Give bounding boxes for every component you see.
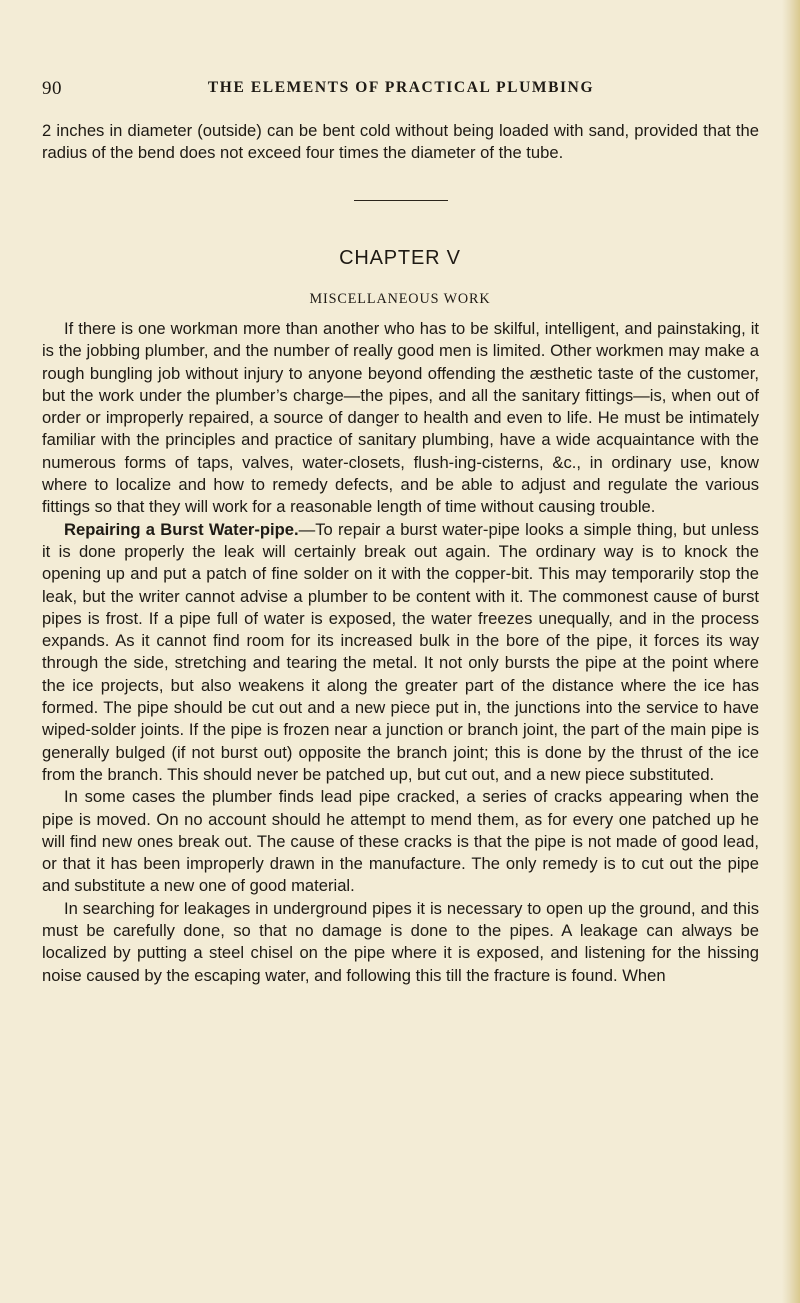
chapter-body bbox=[42, 318, 759, 987]
run-in-heading: Repairing a Burst Water-pipe. bbox=[64, 519, 299, 539]
chapter-title: CHAPTER V bbox=[339, 247, 461, 269]
paragraph-2-text: —To repair a burst water-pipe looks a simple thing, but unless it is done properly the leak will certainly break out again. The ordinary way is to knock the opening up and put a patch of fine solder on it with the copper-bit. This may temporarily stop the leak, but the writer cannot advise a plumber to be content with it. The commonest cause of burst pipes is frost. If a pipe full of water is exposed, the water freezes unequally, and in the process expands. As it cannot find room for its increased bulk in the bore of the pipe, it forces its way through the side, stretching and tearing the metal. It not only bursts the pipe at the point where the ice projects, but also weakens it along the greater part of the distance where the ice has formed. The pipe should be cut out and a new piece put in, the junctions into the service to have wiped-solder joints. If the pipe is frozen near a junction or branch joint, the part of the main pipe is generally bulged (if not burst out) opposite the branch joint; this is done by the thrust of the ice from the branch. This should never be patched up, but cut out, and a new piece substituted. bbox=[42, 519, 759, 784]
paragraph-1: If there is one workman more than another who has to be skilful, intelligent, and painstaking, it is the jobbing plumber, and the number of really good men is limited. Other workmen may make a rough bungling job without injury to anyone beyond offending the æsthetic taste of the customer, but the work under the plumber’s charge—the pipes, and all the sanitary fittings—is, when out of order or improperly repaired, a source of danger to health and even to life. He must be intimately familiar with the principles and practice of sanitary plumbing, have a wide acquaintance with the numerous forms of taps, valves, water-closets, flush-ing-cisterns, &c., in ordinary use, know where to localize and how to remedy defects, and be able to adjust and regulate the various fittings so that they will work for a reasonable length of time without causing trouble. bbox=[42, 319, 759, 517]
paragraph-3: In some cases the plumber finds lead pipe cracked, a series of cracks appearing when the pipe is moved. On no account should he attempt to mend them, as for every one patched up he will find new ones break out. The cause of these cracks is that the pipe is not made of good lead, or that it has been improperly drawn in the manufacture. The only remedy is to cut out the pipe and substitute a new one of good material. bbox=[42, 787, 759, 896]
page-number: 90 bbox=[42, 78, 62, 99]
page-edge-shadow bbox=[782, 0, 800, 1303]
paragraph-2 bbox=[42, 519, 759, 787]
section-divider bbox=[354, 200, 448, 201]
running-head bbox=[42, 78, 760, 100]
intro-text: 2 inches in diameter (outside) can be bent cold without being loaded with sand, provided that the radius of the bend does not exceed four times the diameter of the tube. bbox=[42, 121, 759, 163]
paragraph-4: In searching for leakages in underground pipes it is necessary to open up the ground, and this must be carefully done, so that no damage is done to the pipes. A leakage can always be localized by putting a steel chisel on the pipe where it is exposed, and listening for the hissing noise caused by the escaping water, and following this till the fracture is found. When bbox=[42, 898, 759, 985]
running-title: THE ELEMENTS OF PRACTICAL PLUMBING bbox=[207, 79, 595, 96]
chapter-subtitle: MISCELLANEOUS WORK bbox=[309, 291, 491, 307]
intro-paragraph bbox=[42, 120, 759, 165]
